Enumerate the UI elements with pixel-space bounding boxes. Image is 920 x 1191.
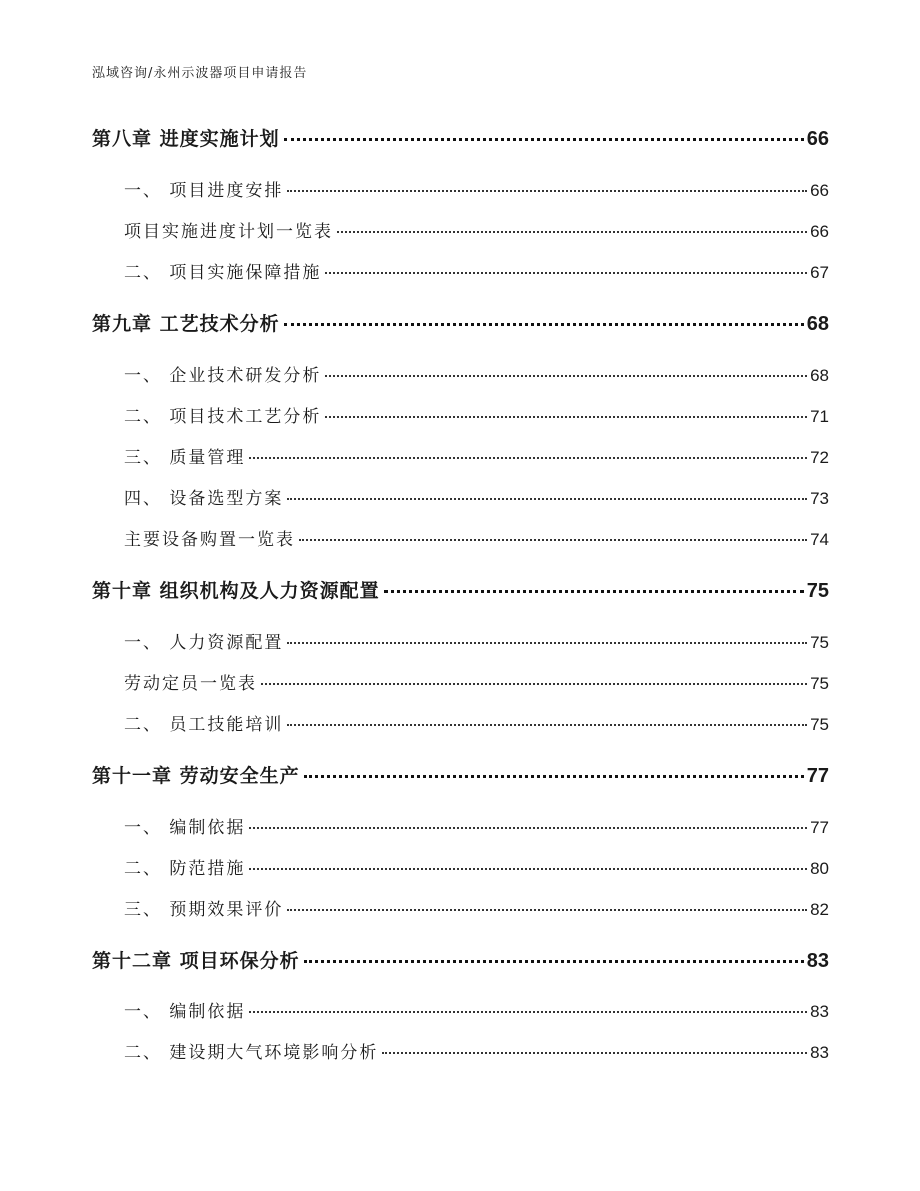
toc-section[interactable] [124,176,829,201]
dot-leader [287,189,807,192]
toc-page-number: 67 [810,263,829,282]
dot-leader [325,374,807,377]
toc-chapter-10[interactable] [92,576,829,603]
dot-leader [304,774,804,778]
toc-section[interactable] [124,443,829,468]
toc-entry-title: 主要设备购置一览表 [124,530,295,550]
dot-leader [299,538,807,541]
toc-section[interactable] [124,854,829,879]
toc-page-number: 74 [810,530,829,549]
toc-section[interactable] [124,895,829,920]
dot-leader [287,497,807,500]
toc-entry-title: 第十二章 项目环保分析 [92,950,300,972]
toc-page-number: 75 [806,580,829,602]
toc-page-number: 77 [810,818,829,837]
toc-entry-title: 二、 防范措施 [124,859,246,879]
toc-page-number: 66 [806,128,829,150]
toc-entry-title: 第八章 进度实施计划 [92,128,280,150]
toc-page-number: 77 [806,765,829,787]
dot-leader [337,230,807,233]
toc-page-number: 71 [810,407,829,426]
toc-page-number: 83 [810,1002,829,1021]
toc-section[interactable] [124,402,829,427]
dot-leader [287,723,807,726]
toc-section[interactable] [124,669,829,694]
toc-entry-title: 一、 人力资源配置 [124,633,284,653]
dot-leader [287,641,807,644]
toc-page-number: 75 [810,674,829,693]
toc-page-number: 73 [810,489,829,508]
dot-leader [325,415,807,418]
toc-entry-title: 劳动定员一览表 [124,674,257,694]
toc-page-number: 80 [810,859,829,878]
dot-leader [261,682,807,685]
toc-entry-title: 第九章 工艺技术分析 [92,313,280,335]
toc-page-number: 75 [810,633,829,652]
dot-leader [249,1010,807,1013]
toc-section[interactable] [124,361,829,386]
toc-section[interactable] [124,258,829,283]
toc-page-number: 82 [810,900,829,919]
toc-entry-title: 一、 项目进度安排 [124,181,284,201]
toc-page-number: 72 [810,448,829,467]
toc-section[interactable] [124,813,829,838]
toc-page-number: 66 [810,222,829,241]
toc-chapter-8[interactable] [92,124,829,151]
dot-leader [249,826,807,829]
toc-section[interactable] [124,484,829,509]
toc-entry-title: 第十章 组织机构及人力资源配置 [92,580,380,602]
toc-section[interactable] [124,217,829,242]
toc-entry-title: 三、 质量管理 [124,448,246,468]
dot-leader [284,322,804,326]
toc-page-number: 68 [806,313,829,335]
toc-entry-title: 一、 企业技术研发分析 [124,366,322,386]
toc-chapter-9[interactable] [92,309,829,336]
toc-chapter-12[interactable] [92,946,829,973]
dot-leader [382,1051,807,1054]
toc-page-number: 66 [810,181,829,200]
dot-leader [325,271,807,274]
toc-section[interactable] [124,628,829,653]
toc-entry-title: 四、 设备选型方案 [124,489,284,509]
dot-leader [249,456,807,459]
dot-leader [284,137,804,141]
dot-leader [304,959,804,963]
toc-entry-title: 项目实施进度计划一览表 [124,222,333,242]
toc-chapter-11[interactable] [92,761,829,788]
toc-entry-title: 三、 预期效果评价 [124,900,284,920]
toc-page-number: 75 [810,715,829,734]
dot-leader [384,589,804,593]
toc-page-number: 83 [806,950,829,972]
toc-page-number: 83 [810,1043,829,1062]
toc-section[interactable] [124,1038,829,1063]
toc-entry-title: 第十一章 劳动安全生产 [92,765,300,787]
toc-section[interactable] [124,525,829,550]
toc-page-number: 68 [810,366,829,385]
toc-section[interactable] [124,997,829,1022]
dot-leader [249,867,807,870]
page-header: 泓域咨询/永州示波器项目申请报告 [92,66,308,81]
toc-entry-title: 二、 项目实施保障措施 [124,263,322,283]
toc-entry-title: 二、 员工技能培训 [124,715,284,735]
dot-leader [287,908,807,911]
toc-entry-title: 二、 项目技术工艺分析 [124,407,322,427]
toc-section[interactable] [124,710,829,735]
toc-entry-title: 一、 编制依据 [124,1002,246,1022]
toc-entry-title: 二、 建设期大气环境影响分析 [124,1043,379,1063]
toc-entry-title: 一、 编制依据 [124,818,246,838]
